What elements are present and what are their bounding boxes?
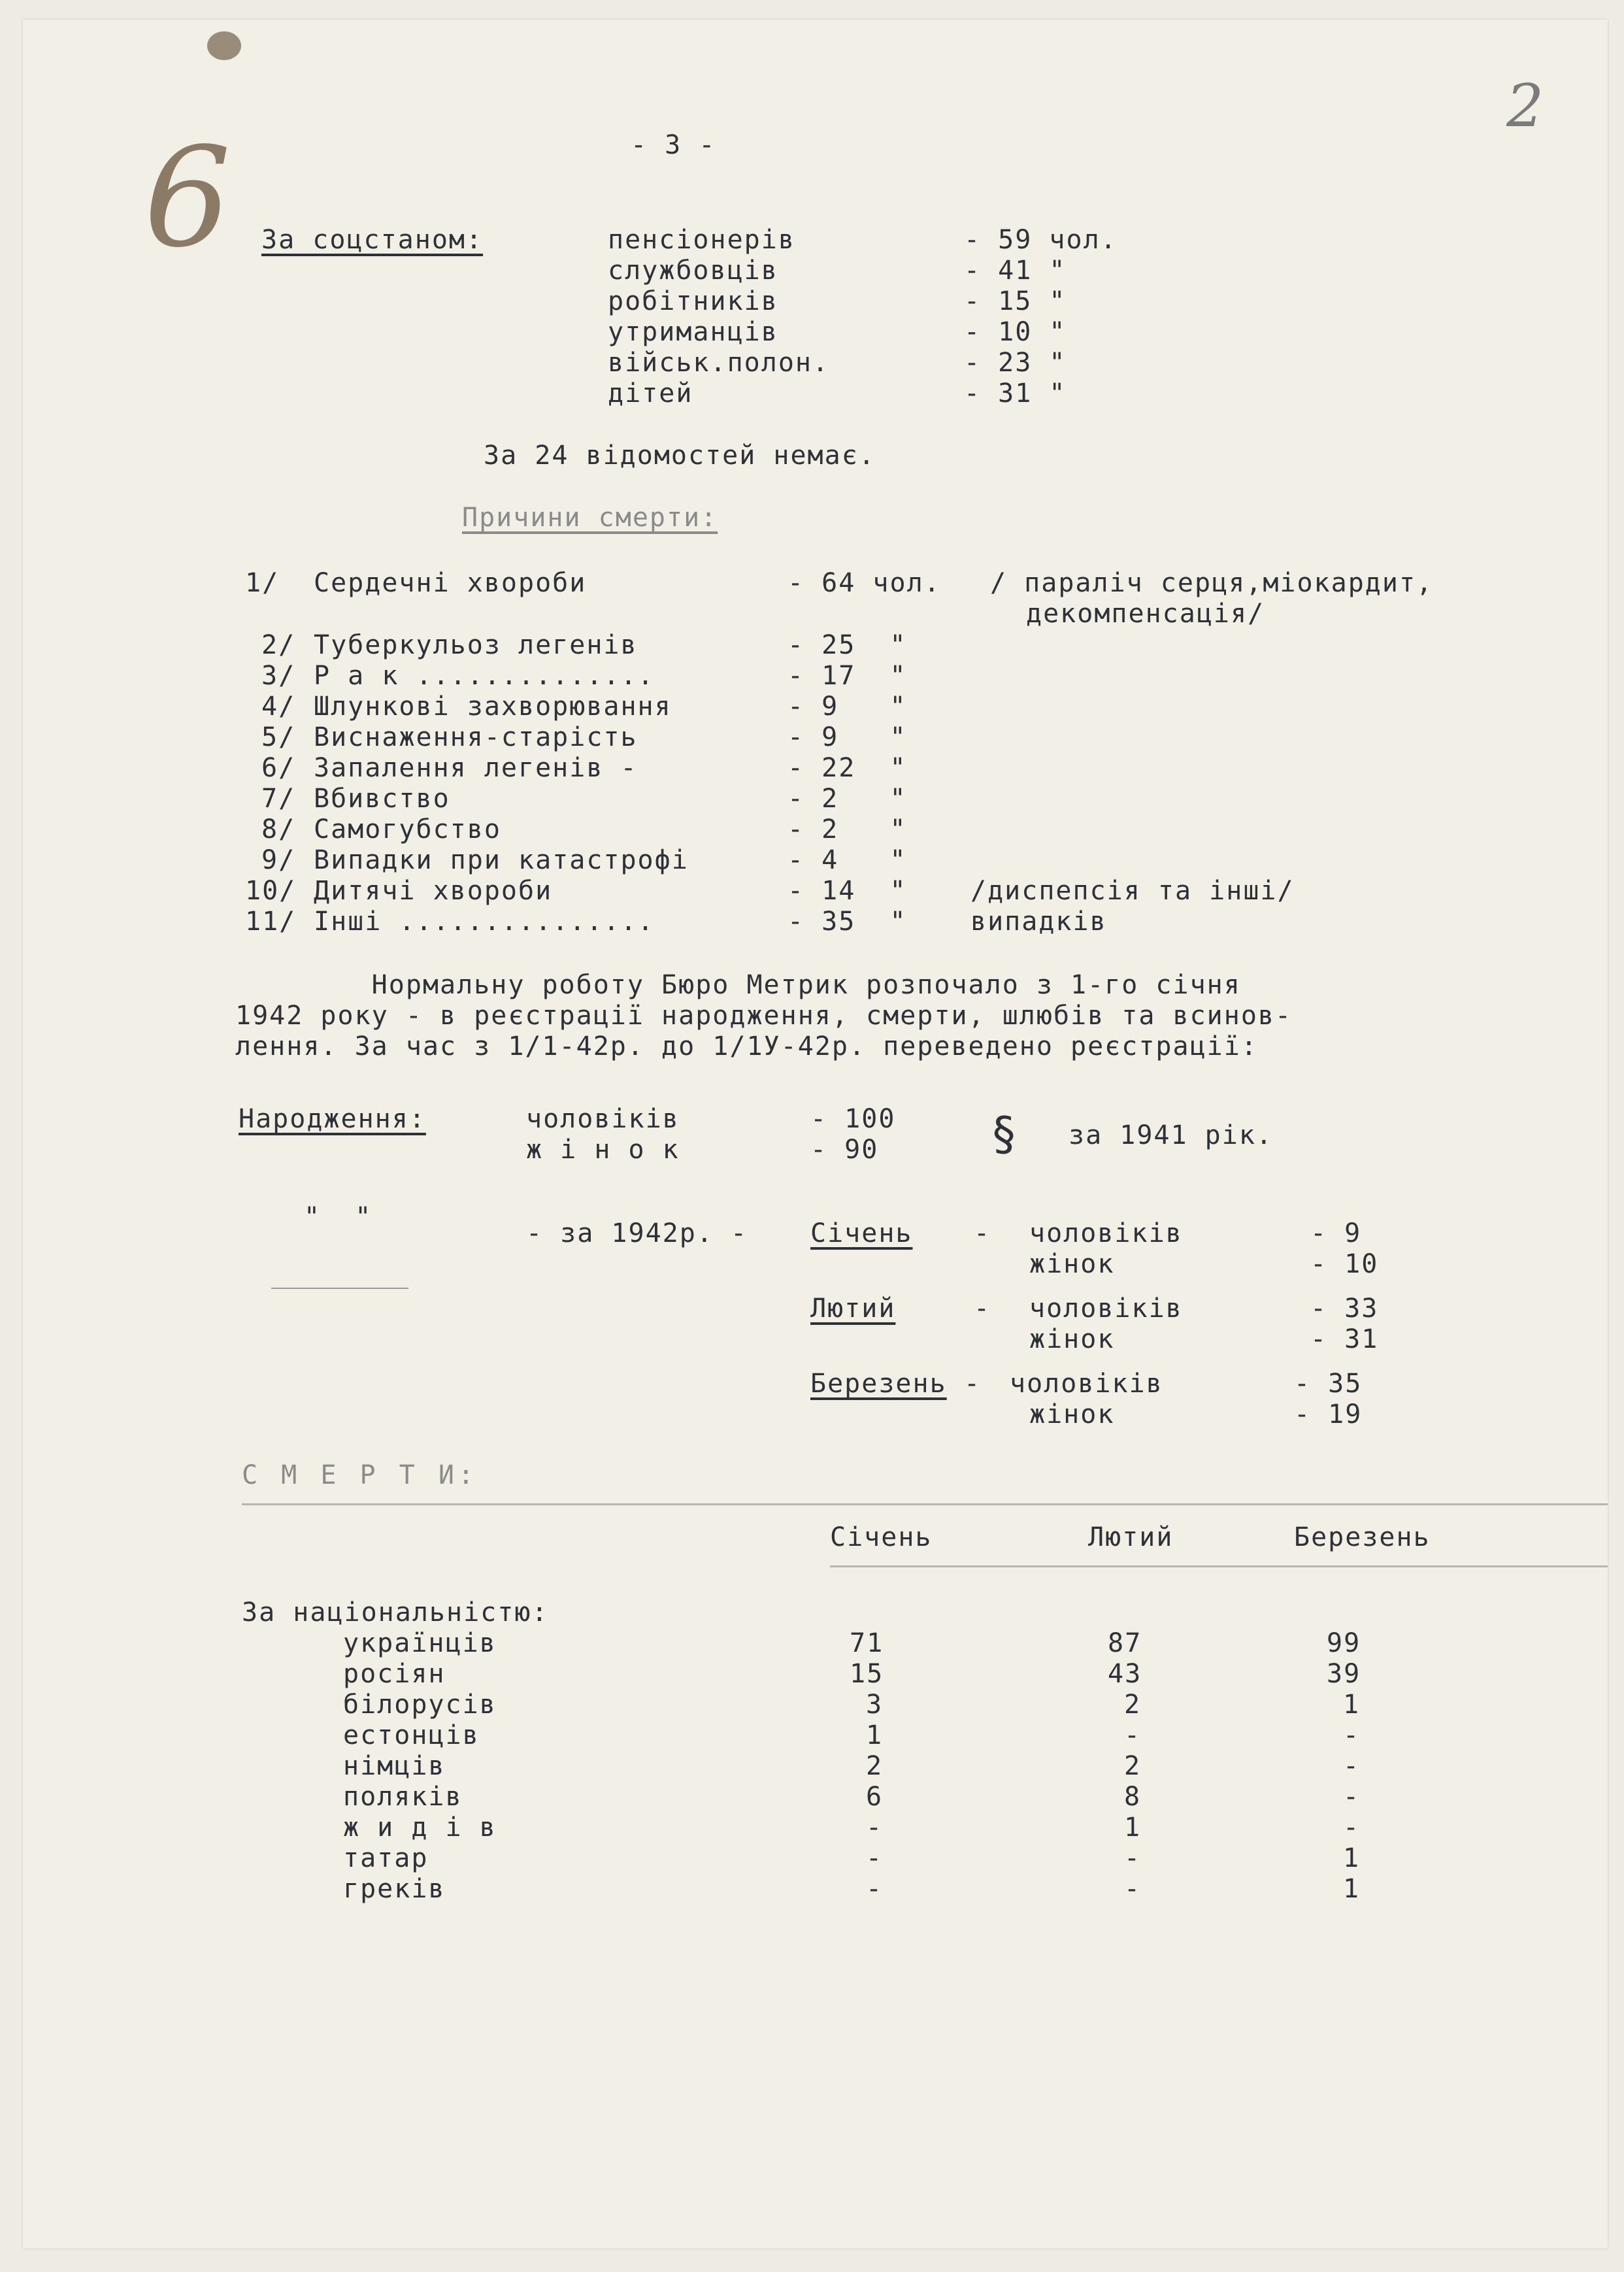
column-header: Січень <box>830 1522 933 1552</box>
table-cell: - <box>1343 1720 1361 1750</box>
month-women-value: - 10 <box>1310 1249 1379 1279</box>
table-cell: 1 <box>1124 1813 1142 1843</box>
cause-number: 10/ <box>245 876 297 906</box>
table-row-label: німців <box>343 1751 446 1781</box>
cause-value: - 2 " <box>787 814 907 844</box>
cause-name: Випадки при катастрофі <box>314 845 689 875</box>
month-women-value: - 19 <box>1294 1399 1363 1429</box>
table-cell: 6 <box>866 1782 884 1812</box>
divider <box>271 1288 408 1289</box>
cause-name: Самогубство <box>314 814 501 844</box>
cause-name: Виснаження-старість <box>314 722 638 752</box>
table-cell: - <box>866 1843 884 1873</box>
table-cell: 8 <box>1124 1782 1142 1812</box>
table-cell: 43 <box>1108 1659 1142 1689</box>
cause-note: випадків <box>970 907 1107 937</box>
births-men-1941: - 100 <box>810 1104 896 1134</box>
table-cell: - <box>1343 1813 1361 1843</box>
table-cell: 99 <box>1327 1628 1361 1658</box>
table-cell: 2 <box>1124 1751 1142 1781</box>
cause-value: - 9 " <box>787 722 907 752</box>
month-women-label: жінок <box>1029 1249 1115 1279</box>
cause-value: - 22 " <box>787 753 907 783</box>
paragraph-line: 1942 року - в реєстрації народження, смерти, шлюбів та всинов- <box>235 1001 1293 1031</box>
month-dash: - <box>974 1294 991 1324</box>
table-row-label: ж и д і в <box>343 1813 497 1843</box>
status-name: військ.полон. <box>608 348 830 378</box>
cause-value: - 25 " <box>787 630 907 660</box>
month-name: Січень <box>810 1218 913 1248</box>
table-top-rule <box>242 1503 1608 1505</box>
table-cell: - <box>866 1874 884 1904</box>
cause-value: - 14 " <box>787 876 907 906</box>
month-women-label: жінок <box>1029 1399 1115 1429</box>
cause-value: - 35 " <box>787 907 907 937</box>
status-name: утриманців <box>608 317 778 347</box>
table-row-label: росіян <box>343 1659 446 1689</box>
cause-name: Р а к .............. <box>314 661 655 691</box>
month-name: Березень <box>810 1369 947 1399</box>
column-header: Лютий <box>1088 1522 1174 1552</box>
cause-number: 9/ <box>261 845 296 875</box>
table-cell: 3 <box>866 1690 884 1720</box>
paragraph-line: Нормальну роботу Бюро Метрик розпочало з 1-го січня <box>235 970 1241 1000</box>
cause-note: декомпенсація/ <box>1026 599 1265 629</box>
status-note: За 24 відомостей немає. <box>484 441 876 471</box>
cause-number: 7/ <box>261 784 296 814</box>
column-header: Березень <box>1294 1522 1431 1552</box>
table-cell: 15 <box>850 1659 884 1689</box>
month-men-label: чоловіків <box>1029 1294 1183 1324</box>
cause-number: 4/ <box>261 692 296 722</box>
cause-value: - 4 " <box>787 845 907 875</box>
cause-name: Шлункові захворювання <box>314 692 672 722</box>
cause-number: 5/ <box>261 722 296 752</box>
births-men-label: чоловіків <box>526 1104 680 1134</box>
month-dash: - <box>964 1369 982 1399</box>
month-men-label: чоловіків <box>1010 1369 1163 1399</box>
cause-note: /диспепсія та інші/ <box>970 876 1295 906</box>
status-value: - 31 " <box>964 378 1067 409</box>
cause-name: Сердечні хвороби <box>314 568 587 598</box>
status-value: - 23 " <box>964 348 1067 378</box>
cause-number: 3/ <box>261 661 296 691</box>
status-value: - 59 чол. <box>964 225 1118 255</box>
births-label: Народження: <box>239 1104 426 1134</box>
brace-mark: § <box>990 1107 1019 1161</box>
table-cell: - <box>866 1813 884 1843</box>
births-year-1941: за 1941 рік. <box>1069 1120 1273 1150</box>
document-page <box>23 20 1608 2248</box>
table-cell: - <box>1124 1720 1142 1750</box>
month-dash: - <box>974 1218 991 1248</box>
month-men-value: - 9 <box>1310 1218 1362 1248</box>
births-women-1941: - 90 <box>810 1135 879 1165</box>
cause-name: Туберкульоз легенів <box>314 630 638 660</box>
status-value: - 10 " <box>964 317 1067 347</box>
cause-name: Інші ............... <box>314 907 655 937</box>
month-men-value: - 35 <box>1294 1369 1363 1399</box>
table-cell: 2 <box>866 1751 884 1781</box>
cause-name: Дитячі хвороби <box>314 876 553 906</box>
cause-number: 8/ <box>261 814 296 844</box>
ink-stain <box>207 31 241 60</box>
table-cell: 39 <box>1327 1659 1361 1689</box>
cause-note: / параліч серця,міокардит, <box>990 568 1434 598</box>
cause-name: Запалення легенів - <box>314 753 638 783</box>
status-name: робітників <box>608 286 778 316</box>
cause-value: - 9 " <box>787 692 907 722</box>
cause-number: 11/ <box>245 907 297 937</box>
table-row-label: поляків <box>343 1782 463 1812</box>
table-row-label: татар <box>343 1843 429 1873</box>
deaths-title: С М Е Р Т И: <box>242 1460 478 1490</box>
table-header-rule <box>830 1565 1608 1567</box>
status-name: дітей <box>608 378 693 409</box>
births-women-label: ж і н о к <box>526 1135 680 1165</box>
table-cell: 1 <box>1343 1843 1361 1873</box>
status-name: пенсіонерів <box>608 225 795 255</box>
causes-title: Причини смерти: <box>462 503 718 533</box>
cause-number: 2/ <box>261 630 296 660</box>
pencil-folio-number: 2 <box>1506 72 1544 141</box>
status-section-label: За соцстаном: <box>261 225 484 255</box>
table-cell: - <box>1124 1843 1142 1873</box>
month-name: Лютий <box>810 1294 896 1324</box>
month-men-value: - 33 <box>1310 1294 1379 1324</box>
cause-number: 6/ <box>261 753 296 783</box>
status-name: службовців <box>608 256 778 286</box>
cause-number: 1/ <box>245 568 280 598</box>
table-cell: - <box>1343 1782 1361 1812</box>
cause-value: - 17 " <box>787 661 907 691</box>
table-row-label: білорусів <box>343 1690 497 1720</box>
archive-stamp-digit: 6 <box>144 118 231 278</box>
table-row-label: українців <box>343 1628 497 1658</box>
table-cell: 1 <box>866 1720 884 1750</box>
table-cell: 1 <box>1343 1690 1361 1720</box>
status-value: - 15 " <box>964 286 1067 316</box>
ditto-mark: " " <box>304 1202 373 1232</box>
month-women-label: жінок <box>1029 1324 1115 1354</box>
table-cell: - <box>1124 1874 1142 1904</box>
cause-value: - 64 чол. <box>787 568 941 598</box>
month-women-value: - 31 <box>1310 1324 1379 1354</box>
table-cell: 71 <box>850 1628 884 1658</box>
table-row-label: греків <box>343 1874 446 1904</box>
table-cell: 87 <box>1108 1628 1142 1658</box>
table-subtitle: За національністю: <box>242 1597 549 1628</box>
births-year-1942: - за 1942р. - <box>526 1218 748 1248</box>
status-value: - 41 " <box>964 256 1067 286</box>
table-cell: 1 <box>1343 1874 1361 1904</box>
table-cell: 2 <box>1124 1690 1142 1720</box>
page-marker: - 3 - <box>631 130 716 160</box>
table-row-label: естонців <box>343 1720 480 1750</box>
month-men-label: чоловіків <box>1029 1218 1183 1248</box>
cause-value: - 2 " <box>787 784 907 814</box>
table-cell: - <box>1343 1751 1361 1781</box>
cause-name: Вбивство <box>314 784 450 814</box>
paragraph-line: лення. За час з 1/1-42р. до 1/1У-42р. переведено реєстрації: <box>235 1031 1258 1061</box>
